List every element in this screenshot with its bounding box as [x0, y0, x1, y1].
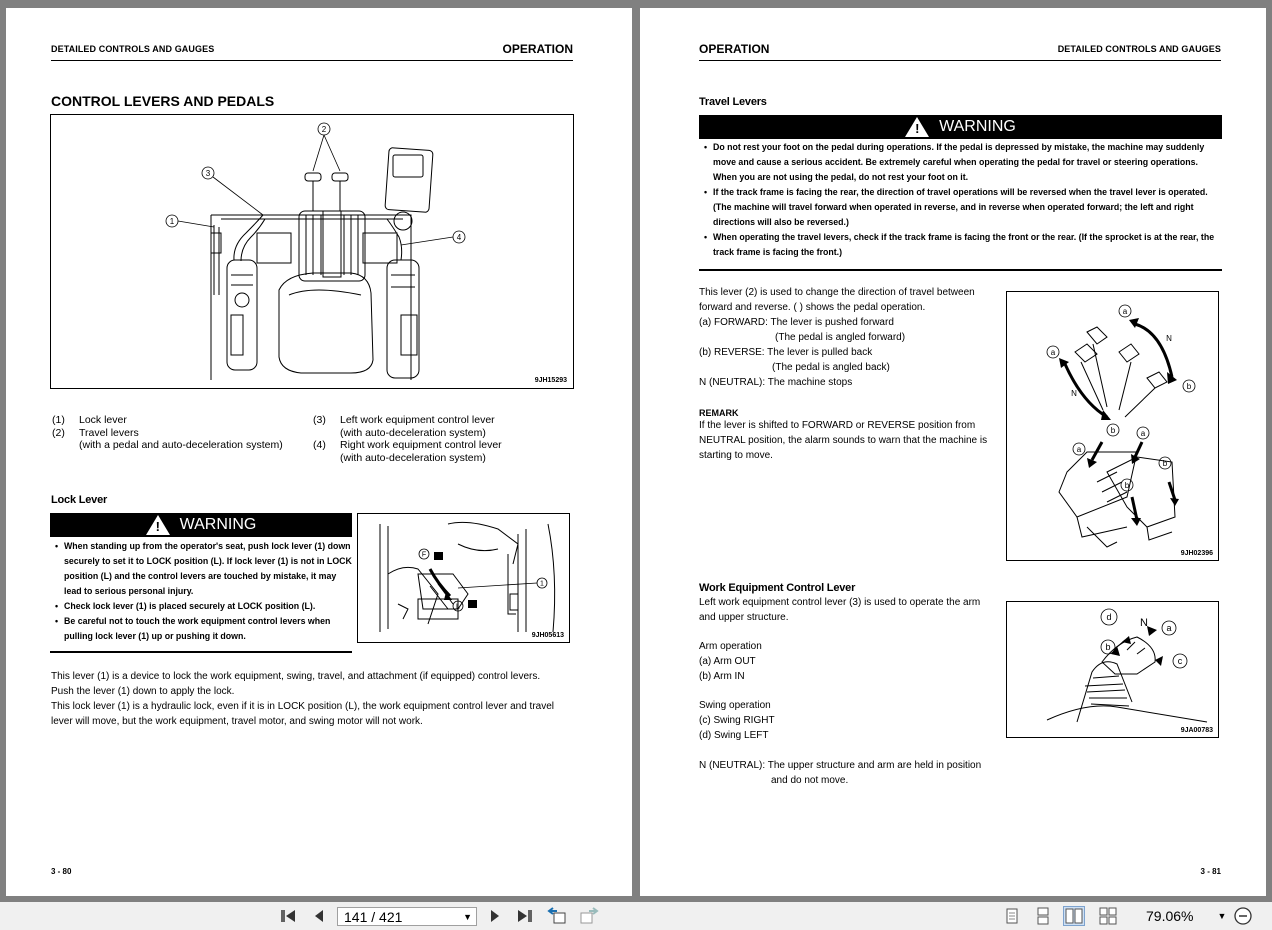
body-line: If the lever is shifted to FORWARD or REVERSE position from: [699, 420, 976, 431]
cab-controls-illustration: [51, 115, 573, 388]
callout-b: b: [1110, 426, 1116, 435]
single-page-icon: [1005, 908, 1019, 924]
running-header-right: OPERATION: [502, 42, 573, 56]
legend-text: Left work equipment control lever: [340, 414, 495, 426]
neutral-text: [699, 758, 1029, 788]
running-header-left: OPERATION: [699, 42, 770, 56]
continuous-view-button[interactable]: [1032, 906, 1054, 926]
callout-1: 1: [169, 217, 175, 226]
lock-lever-illustration: [358, 514, 569, 642]
header-rule: [699, 60, 1221, 61]
warning-item: • When standing up from the operator's seat, push lock lever (1) down securely to set it to LOCK position (L). If lock lever (1) is not in LOCK position (L) and the control levers are touched by mistake, it may lead to serious personal injury.: [52, 539, 354, 599]
callout-n: N: [1140, 617, 1148, 629]
legend-text: (with a pedal and auto-deceleration system): [79, 439, 283, 451]
warning-banner: [699, 115, 1222, 139]
go-back-button[interactable]: [546, 906, 568, 926]
figure-code: 9JH15293: [534, 377, 567, 384]
next-page-button[interactable]: [484, 906, 506, 926]
body-line: and do not move.: [771, 775, 849, 786]
two-page-view-button[interactable]: [1063, 906, 1085, 926]
go-back-icon: [547, 907, 567, 925]
body-line: N (NEUTRAL): The machine stops: [699, 377, 853, 388]
zoom-dropdown-button[interactable]: [1215, 906, 1229, 926]
work-equipment-title: Work Equipment Control Lever: [699, 582, 856, 594]
last-page-icon: [516, 908, 534, 924]
warning-banner: [50, 513, 352, 537]
warning-icon: [146, 515, 170, 535]
first-page-button[interactable]: [277, 906, 299, 926]
running-header-left: DETAILED CONTROLS AND GAUGES: [51, 44, 215, 54]
work-lever-illustration: [1007, 602, 1218, 737]
lock-lever-title: Lock Lever: [51, 494, 108, 506]
body-line: NEUTRAL position, the alarm sounds to warn that the machine is: [699, 435, 988, 446]
lock-icon: [468, 600, 477, 608]
callout-d: d: [1106, 612, 1112, 622]
callout-2: 2: [321, 125, 327, 134]
page-indicator: 141 / 421: [344, 909, 403, 925]
body-line: (b) REVERSE: The lever is pulled back: [699, 347, 873, 358]
body-line: (The pedal is angled back): [772, 362, 890, 373]
body-line: Push the lever (1) down to apply the lock.: [51, 686, 235, 697]
travel-body: [699, 285, 1004, 390]
chevron-down-icon[interactable]: ▼: [463, 912, 472, 922]
travel-lever-illustration: [1007, 292, 1218, 560]
body-line: This lever (1) is a device to lock the work equipment, swing, travel, and attachment (if equipped) control levers.: [51, 671, 541, 682]
callout-a: a: [1140, 429, 1146, 438]
unlock-icon: [434, 552, 443, 560]
body-line: Left work equipment control lever (3) is used to operate the arm: [699, 597, 981, 608]
page-number: 3 - 81: [1200, 867, 1221, 876]
body-line: (d) Swing LEFT: [699, 730, 769, 741]
swing-operation: [699, 698, 1004, 743]
callout-n: N: [1166, 334, 1172, 343]
callout-l: L: [456, 603, 460, 611]
body-line: starting to move.: [699, 450, 773, 461]
legend-num: (4): [313, 439, 326, 451]
figure-code: 9JA00783: [1180, 727, 1213, 734]
callout-c: c: [1177, 656, 1183, 666]
work-body: [699, 595, 1004, 625]
header-rule: [51, 60, 573, 61]
warning-item: • Be careful not to touch the work equipment control levers when pulling lock lever (1) up or pushing it down.: [52, 614, 354, 644]
callout-3: 3: [205, 169, 211, 178]
legend-num: (3): [313, 414, 326, 426]
legend-num: (2): [52, 426, 65, 439]
single-page-view-button[interactable]: [1001, 906, 1023, 926]
zoom-level[interactable]: 79.06%: [1146, 908, 1194, 924]
right-page: [640, 8, 1266, 896]
body-line: (c) Swing RIGHT: [699, 715, 775, 726]
two-page-continuous-button[interactable]: [1097, 906, 1119, 926]
figure-lock-lever: [357, 513, 570, 643]
body-line: forward and reverse. ( ) shows the pedal operation.: [699, 302, 926, 313]
body-line: (The pedal is angled forward): [775, 332, 906, 343]
legend-left: [52, 414, 302, 474]
body-line: and upper structure.: [699, 612, 789, 623]
warning-rule: [699, 269, 1222, 271]
figure-control-levers: [50, 114, 574, 389]
legend-text: Lock lever: [79, 414, 127, 426]
figure-code: 9JH02396: [1180, 550, 1213, 557]
body-line: This lock lever (1) is a hydraulic lock, even if it is in LOCK position (L), the work equipment control lever and travel: [51, 701, 554, 712]
callout-a: a: [1050, 348, 1056, 357]
callout-b: b: [1105, 642, 1111, 652]
running-header-right: DETAILED CONTROLS AND GAUGES: [1057, 44, 1221, 54]
previous-page-button[interactable]: [308, 906, 330, 926]
figure-work-lever: [1006, 601, 1219, 738]
legend-num: (1): [52, 414, 65, 426]
left-page: [6, 8, 632, 896]
arm-operation: [699, 639, 1004, 684]
continuous-icon: [1036, 907, 1050, 925]
legend-text: Right work equipment control lever: [340, 439, 502, 451]
warning-label: WARNING: [179, 516, 257, 533]
zoom-dropdown-icon: ▼: [1217, 911, 1227, 921]
legend-right: [313, 414, 563, 474]
body-line: Arm operation: [699, 641, 762, 652]
viewer-toolbar: [0, 902, 1272, 930]
go-forward-icon: [579, 907, 599, 925]
section-title: CONTROL LEVERS AND PEDALS: [51, 93, 275, 109]
callout-b: b: [1162, 459, 1168, 468]
body-line: N (NEUTRAL): The upper structure and arm are held in position: [699, 760, 982, 771]
warning-item: • When operating the travel levers, check if the track frame is facing the front or the rear. (If the sprocket is at the rear, the track frame is facing the front.): [701, 230, 1222, 260]
prev-page-icon: [312, 908, 326, 924]
body-line: Swing operation: [699, 700, 771, 711]
warning-label: WARNING: [939, 118, 1016, 135]
page-number: 3 - 80: [51, 867, 72, 876]
body-line: (a) FORWARD: The lever is pushed forward: [699, 317, 894, 328]
lock-lever-body: [51, 669, 581, 729]
body-line: lever will move, but the work equipment, travel motor, and swing motor will not work.: [51, 716, 423, 727]
zoom-out-icon: [1233, 906, 1253, 926]
callout-a: a: [1122, 307, 1128, 316]
warning-item: • Check lock lever (1) is placed securely at LOCK position (L).: [52, 599, 354, 614]
go-forward-button[interactable]: [578, 906, 600, 926]
legend-text: (with auto-deceleration system): [340, 451, 486, 464]
legend-text: Travel levers: [79, 426, 139, 439]
first-page-icon: [279, 908, 297, 924]
warning-item: • If the track frame is facing the rear, the direction of travel operations will be reversed when the travel lever is operated. (The machine will travel forward when operated in reverse, and in reverse when operated forward; the left and right directions will also be reversed.): [701, 185, 1222, 230]
body-line: (b) Arm IN: [699, 671, 745, 682]
callout-a: a: [1076, 445, 1082, 454]
two-page-continuous-icon: [1099, 907, 1117, 925]
callout-b: b: [1186, 382, 1192, 391]
body-line: (a) Arm OUT: [699, 656, 756, 667]
travel-levers-title: Travel Levers: [699, 96, 767, 108]
warning-icon: [905, 117, 929, 137]
remark-body: [699, 418, 1004, 463]
remark-title: REMARK: [699, 408, 739, 418]
figure-travel-lever: [1006, 291, 1219, 561]
callout-f: F: [421, 551, 427, 559]
callout-b: b: [1124, 481, 1130, 490]
body-line: This lever (2) is used to change the direction of travel between: [699, 287, 975, 298]
page-number-input[interactable]: [337, 907, 477, 926]
figure-code: 9JH05613: [531, 632, 564, 639]
callout-1: 1: [540, 580, 544, 588]
warning-item: • Do not rest your foot on the pedal during operations. If the pedal is depressed by mistake, the machine may suddenly move and cause a serious accident. Be extremely careful when operating the pedal for travel or steering operations. When you are not using the pedal, do not rest your foot on it.: [701, 140, 1222, 185]
callout-4: 4: [456, 233, 462, 242]
callout-n: N: [1071, 389, 1077, 398]
legend-text: (with auto-deceleration system): [340, 426, 486, 439]
two-page-icon: [1065, 908, 1083, 924]
zoom-out-button[interactable]: [1232, 906, 1254, 926]
travel-warning-list: [701, 140, 1222, 260]
next-page-icon: [488, 908, 502, 924]
warning-rule: [50, 651, 352, 653]
lock-warning-list: [52, 539, 354, 644]
last-page-button[interactable]: [514, 906, 536, 926]
callout-a: a: [1166, 623, 1172, 633]
